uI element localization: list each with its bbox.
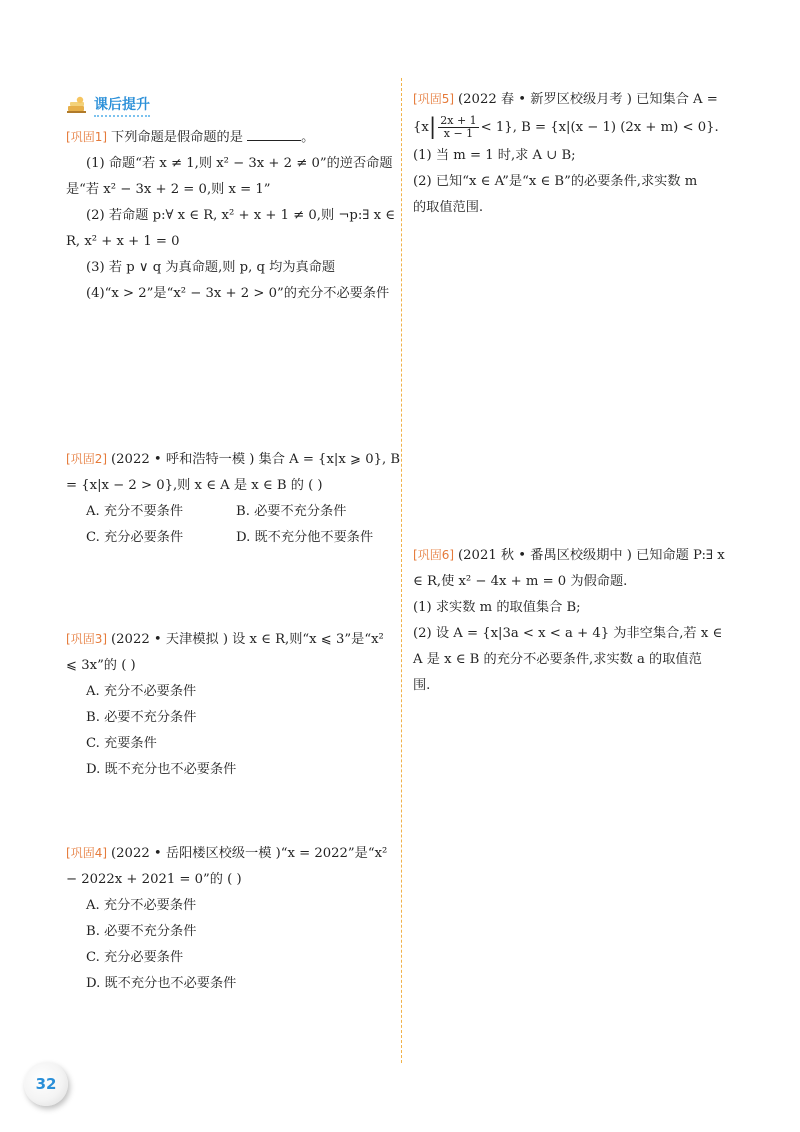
statement-4: (4)“x > 2”是“x² − 3x + 2 > 0”的充分不必要条件 [86,286,390,301]
question-5-tag: [ 巩固5 ] [413,92,454,106]
fraction: $\frac{2x + 1}{x - 1}$ [440,114,477,140]
question-6-part-2: (2) 设 A = {x|3a < x < a + 4} 为非空集合,若 x ∈ [413,626,723,641]
right-column [413,86,763,699]
option-c: C. 充要条件 [86,736,157,751]
question-2-options-row-1 [66,499,392,525]
option-a: A. 充分不必要条件 [86,898,197,913]
question-1-stem: [ 巩固1 ] 下列命题是假命题的是 。 [66,124,392,151]
option-c: C. 充分必要条件 [86,950,184,965]
question-6-tag: [ 巩固6 ] [413,548,454,562]
question-5-part-1: (1) 当 m = 1 时,求 A ∪ B; [413,148,576,163]
question-5-line-1: [ 巩固5 ] (2022 春 • 新罗区校级月考 ) 已知集合 A = [413,86,763,113]
question-4 [66,840,392,997]
option-b: B. 必要不充分条件 [86,710,197,725]
section-title: 课后提升 [94,94,150,117]
answer-blank [247,126,301,141]
question-5-part-2: (2) 已知“x ∈ A”是“x ∈ B”的必要条件,求实数 m [413,174,698,189]
question-6-line-2: ∈ R,使 x² − 4x + m = 0 为假命题. [413,574,628,589]
option-b: B. 必要不充分条件 [236,504,347,519]
question-3 [66,626,392,840]
question-2 [66,446,401,626]
set-bar: | [428,114,437,140]
statement-3: (3) 若 p ∨ q 为真命题,则 p, q 均为真命题 [86,260,336,275]
question-3-line-1: [ 巩固3 ] (2022 • 天津模拟 ) 设 x ∈ R,则“x ⩽ 3”是“x² [66,626,392,653]
statement-1: (1) 命题“若 x ≠ 1,则 x² − 3x + 2 ≠ 0”的逆否命题 [86,156,393,171]
question-1 [66,124,396,446]
books-icon [66,95,88,115]
option-a: A. 充分不必要条件 [86,684,197,699]
question-5-set: {x| $\frac{2x + 1}{x - 1}$ < 1}, B = {x|(x − 1) (2x + m) < 0}. [413,114,719,140]
question-5-part-2-cont: 的取值范围. [413,200,484,215]
question-4-line-2: − 2022x + 2021 = 0”的 ( ) [66,872,242,887]
question-2-line-2: = {x|x − 2 > 0},则 x ∈ A 是 x ∈ B 的 ( ) [66,478,323,493]
option-a: A. 充分不要条件 [86,504,184,519]
question-3-line-2: ⩽ 3x”的 ( ) [66,658,136,673]
question-4-tag: [ 巩固4 ] [66,846,107,860]
option-d: D. 既不充分也不必要条件 [86,762,237,777]
question-2-options-row-2 [66,525,392,551]
question-5 [413,86,763,542]
page-number: 32 [24,1062,68,1106]
question-6-part-2-cont: A 是 x ∈ B 的充分不必要条件,求实数 a 的取值范 [413,652,702,667]
question-6-part-2-end: 围. [413,678,431,693]
option-c: C. 充分必要条件 [86,530,184,545]
section-header [66,92,392,118]
question-6 [413,542,763,699]
question-2-line-1: [ 巩固2 ] (2022 • 呼和浩特一模 ) 集合 A = {x|x ⩾ 0}, B [66,446,392,473]
question-4-line-1: [ 巩固4 ] (2022 • 岳阳楼区校级一模 )“x = 2022”是“x² [66,840,392,867]
statement-1-cont: 是“若 x² − 3x + 2 = 0,则 x = 1” [66,182,271,197]
question-6-line-1: [ 巩固6 ] (2021 秋 • 番禺区校级期中 ) 已知命题 P:∃ x [413,542,763,569]
option-d: D. 既不充分他不要条件 [236,530,374,545]
option-d: D. 既不充分也不必要条件 [86,976,237,991]
question-3-tag: [ 巩固3 ] [66,632,107,646]
option-b: B. 必要不充分条件 [86,924,197,939]
statement-2-cont: R, x² + x + 1 = 0 [66,234,180,249]
question-2-tag: [ 巩固2 ] [66,452,107,466]
left-column [66,92,401,997]
question-1-tag: [ 巩固1 ] [66,130,107,144]
column-divider [401,78,402,1063]
statement-2: (2) 若命题 p:∀ x ∈ R, x² + x + 1 ≠ 0,则 ¬p:∃ x ∈ [86,208,396,223]
question-6-part-1: (1) 求实数 m 的取值集合 B; [413,600,581,615]
